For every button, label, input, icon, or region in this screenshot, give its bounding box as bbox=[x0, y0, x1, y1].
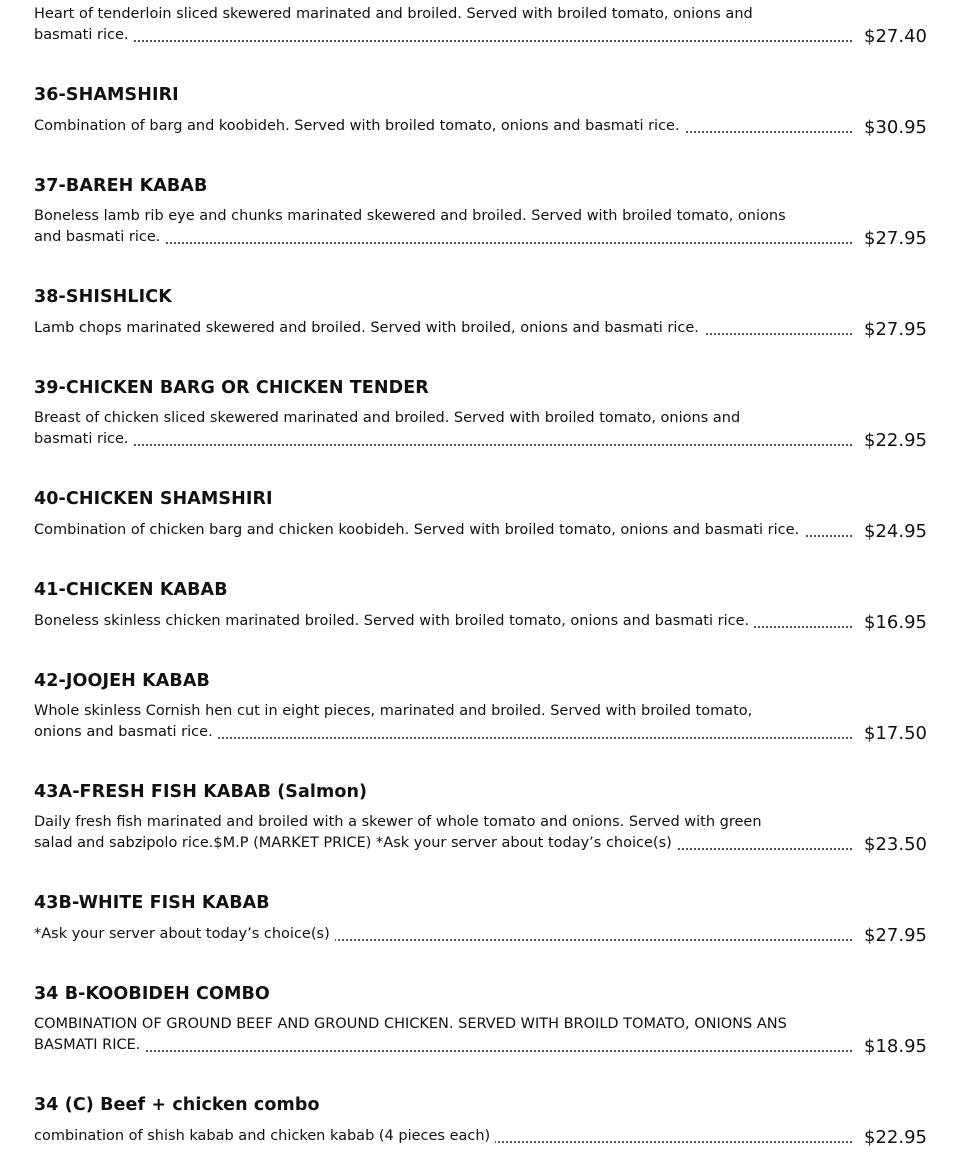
menu-item bbox=[34, 891, 927, 945]
menu-item-price: $27.95 bbox=[864, 228, 927, 249]
menu-item-title: 41-CHICKEN KABAB bbox=[34, 580, 228, 600]
menu-item-row bbox=[34, 317, 927, 339]
menu-item-row bbox=[34, 408, 927, 450]
dot-leader bbox=[34, 1050, 852, 1052]
menu-item-description: Heart of tenderloin sliced skewered marinated and broiled. Served with broiled tomato, onions and basmati rice. bbox=[34, 6, 753, 43]
menu-item-title: 43A-FRESH FISH KABAB (Salmon) bbox=[34, 782, 368, 802]
menu-item-description-wrap bbox=[34, 206, 858, 248]
menu-item-price: $27.95 bbox=[864, 925, 927, 946]
menu-item-price: $24.95 bbox=[864, 521, 927, 542]
menu-item-description: COMBINATION OF GROUND BEEF AND GROUND CHICKEN. SERVED WITH BROILD TOMATO, ONIONS ANS BASMATI RICE. bbox=[34, 1016, 787, 1053]
menu-item bbox=[34, 982, 927, 1056]
menu-item-description-wrap bbox=[34, 318, 858, 339]
menu-item-title: 34 (C) Beef + chicken combo bbox=[34, 1095, 320, 1115]
menu-item-title: 42-JOOJEH KABAB bbox=[34, 671, 210, 691]
menu-item bbox=[34, 285, 927, 339]
menu-item-description-wrap bbox=[34, 4, 858, 46]
menu-item-row bbox=[34, 1125, 927, 1147]
menu-item-description-wrap bbox=[34, 812, 858, 854]
menu-item bbox=[34, 83, 927, 137]
menu-item-row bbox=[34, 610, 927, 632]
menu-item-row bbox=[34, 206, 927, 248]
menu-item-title: 38-SHISHLICK bbox=[34, 287, 172, 307]
menu-item-row bbox=[34, 923, 927, 945]
menu-item bbox=[34, 376, 927, 450]
menu-item-title: 37-BAREH KABAB bbox=[34, 176, 208, 196]
dot-leader bbox=[34, 40, 852, 42]
menu-item bbox=[34, 487, 927, 541]
menu-item-description: Lamb chops marinated skewered and broiled. Served with broiled, onions and basmati rice. bbox=[34, 320, 704, 336]
menu-item-description: Boneless lamb rib eye and chunks marinated skewered and broiled. Served with broiled tomato, onions and basmati rice. bbox=[34, 208, 786, 245]
menu-item-row bbox=[34, 4, 927, 46]
menu-item-description-wrap bbox=[34, 701, 858, 743]
menu-item-price: $30.95 bbox=[864, 117, 927, 138]
menu-item-title: 39-CHICKEN BARG OR CHICKEN TENDER bbox=[34, 378, 429, 398]
menu-item-price: $23.50 bbox=[864, 834, 927, 855]
menu-item-title: 36-SHAMSHIRI bbox=[34, 85, 179, 105]
menu-item-price: $18.95 bbox=[864, 1036, 927, 1057]
menu-item-row bbox=[34, 115, 927, 137]
menu-item-description-wrap bbox=[34, 1126, 858, 1147]
menu-item bbox=[34, 1093, 927, 1147]
menu-item-row bbox=[34, 1014, 927, 1056]
menu-item bbox=[34, 174, 927, 248]
menu-item-description: Daily fresh fish marinated and broiled with a skewer of whole tomato and onions. Served with green salad and sabzipolo rice.$M.P (MARKET PRICE) *Ask your server about today’s choice(s) bbox=[34, 814, 762, 851]
menu-item-description: combination of shish kabab and chicken kabab (4 pieces each) bbox=[34, 1128, 495, 1144]
menu-item-description-wrap bbox=[34, 924, 858, 945]
menu-item-description-wrap bbox=[34, 408, 858, 450]
menu-item bbox=[34, 4, 927, 46]
menu-item-price: $22.95 bbox=[864, 1127, 927, 1148]
menu-item-description: *Ask your server about today’s choice(s) bbox=[34, 926, 335, 942]
menu-item-row bbox=[34, 701, 927, 743]
menu-item-title: 43B-WHITE FISH KABAB bbox=[34, 893, 270, 913]
menu-item-price: $16.95 bbox=[864, 612, 927, 633]
menu-item-description: Combination of chicken barg and chicken koobideh. Served with broiled tomato, onions and basmati rice. bbox=[34, 522, 804, 538]
menu-item-description: Boneless skinless chicken marinated broiled. Served with broiled tomato, onions and basmati rice. bbox=[34, 613, 754, 629]
menu-item-title: 34 B-KOOBIDEH COMBO bbox=[34, 984, 270, 1004]
menu-item-price: $22.95 bbox=[864, 430, 927, 451]
menu-item-description: Whole skinless Cornish hen cut in eight pieces, marinated and broiled. Served with broiled tomato, onions and basmati rice. bbox=[34, 703, 753, 740]
menu-item bbox=[34, 578, 927, 632]
menu-item-description-wrap bbox=[34, 611, 858, 632]
menu-item-row bbox=[34, 812, 927, 854]
menu-item-price: $27.40 bbox=[864, 26, 927, 47]
menu-list bbox=[34, 4, 927, 1147]
menu-item-price: $27.95 bbox=[864, 319, 927, 340]
menu-item bbox=[34, 669, 927, 743]
menu-item-description: Breast of chicken sliced skewered marinated and broiled. Served with broiled tomato, onions and basmati rice. bbox=[34, 410, 741, 447]
menu-item-description-wrap bbox=[34, 1014, 858, 1056]
menu-item-price: $17.50 bbox=[864, 723, 927, 744]
menu-item-row bbox=[34, 519, 927, 541]
menu-item-description-wrap bbox=[34, 116, 858, 137]
menu-item-description: Combination of barg and koobideh. Served with broiled tomato, onions and basmati rice. bbox=[34, 118, 685, 134]
dot-leader bbox=[34, 444, 852, 446]
menu-item-description-wrap bbox=[34, 520, 858, 541]
menu-item-title: 40-CHICKEN SHAMSHIRI bbox=[34, 489, 273, 509]
menu-item bbox=[34, 780, 927, 854]
